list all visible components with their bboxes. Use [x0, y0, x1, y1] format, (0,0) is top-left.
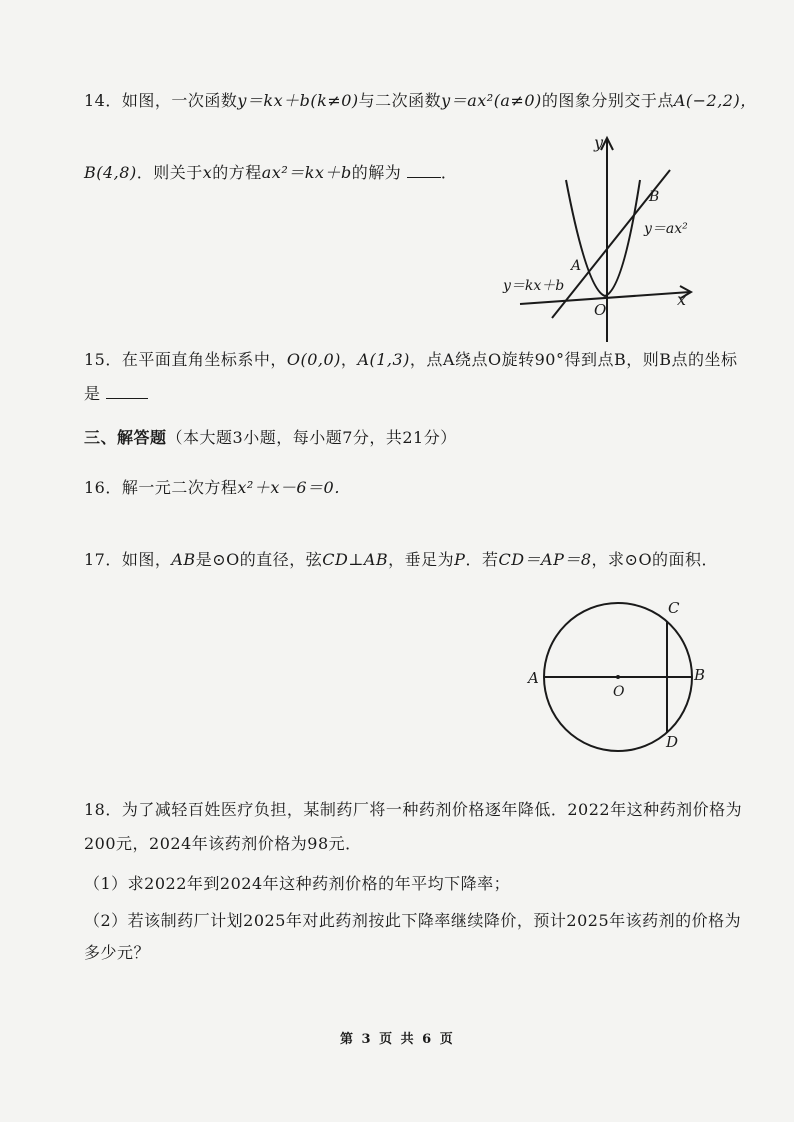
q15-line1-pre: 15．在平面直角坐标系中， — [84, 350, 287, 369]
q17-label-c: C — [668, 599, 680, 617]
q14-point-b: B(4,8) — [84, 163, 137, 182]
q17-mid2: ，垂足为 — [388, 550, 455, 569]
q15-point-o: O(0,0) — [286, 350, 341, 369]
section3-title: 三、解答题 — [84, 428, 167, 447]
page-footer: 第 3 页 共 6 页 — [340, 1032, 455, 1047]
q14-line2-mid2: 的方程 — [212, 163, 262, 182]
q18-line1: 18．为了减轻百姓医疗负担，某制药厂将一种药剂价格逐年降低．2022年这种药剂价格为 — [84, 800, 743, 819]
q16-equation: x²＋x－6＝0． — [237, 478, 351, 497]
q18-line2: 200元，2024年该药剂价格为98元． — [84, 834, 362, 853]
q17-center-dot — [616, 675, 620, 679]
q14-label-line: y＝kx＋b — [503, 278, 565, 294]
q14-label-o: O — [594, 301, 607, 319]
q17-cd-perp: CD⊥AB — [322, 550, 389, 569]
q14-line2-post: 的解为 — [351, 163, 402, 182]
q17-mid1: 是⊙O的直径，弦 — [195, 550, 323, 569]
q14-equation: ax²＝kx＋b — [261, 163, 352, 182]
q16-text: 16．解一元二次方程 — [84, 478, 238, 497]
q14-line1-mid: 与二次函数 — [358, 91, 442, 110]
q14-linear-equation: y＝kx＋b(k≠0) — [237, 91, 359, 110]
q17-post: ，求⊙O的面积． — [591, 550, 719, 569]
q18-part2-line1: （2）若该制药厂计划2025年对此药剂按此下降率继续降价，预计2025年该药剂的价格为 — [84, 911, 742, 930]
q14-var-x: x — [202, 163, 213, 182]
q15-sep: ， — [340, 350, 358, 369]
q17-label-a: A — [528, 669, 539, 687]
q18-part2-line2: 多少元？ — [84, 943, 151, 962]
q14-line1-post: 的图象分别交于点 — [541, 91, 674, 110]
q14-point-a: A(−2,2)， — [673, 91, 757, 110]
q14-label-x: x — [677, 290, 687, 309]
q17-ab: AB — [171, 550, 196, 569]
q14-label-y: y — [594, 133, 604, 152]
q15-point-a: A(1,3) — [357, 350, 410, 369]
q15-line2-text: 是 — [84, 384, 101, 403]
q17-mid3: ．若 — [465, 550, 499, 569]
q17-label-d: D — [666, 733, 679, 751]
q14-label-b: B — [649, 189, 660, 205]
q14-line1-pre: 14．如图，一次函数 — [84, 91, 238, 110]
q14-quadratic-equation: y＝ax²(a≠0) — [441, 91, 542, 110]
q17-p: P — [454, 550, 466, 569]
q17-label-o: O — [613, 684, 625, 700]
q18-part1: （1）求2022年到2024年这种药剂价格的年平均下降率； — [84, 874, 511, 893]
q17-condition: CD＝AP＝8 — [498, 550, 592, 569]
q14-line2-end: ． — [440, 163, 458, 182]
q14-line2-mid: ．则关于 — [136, 163, 203, 182]
q17-label-b: B — [694, 666, 706, 684]
q17-pre: 17．如图， — [84, 550, 172, 569]
q14-label-parabola: y＝ax² — [644, 221, 688, 237]
q15-line1-post: ，点A绕点O旋转90°得到点B，则B点的坐标 — [409, 350, 738, 369]
q14-label-a: A — [571, 258, 582, 274]
section3-note: （本大题3小题，每小题7分，共21分） — [166, 428, 457, 447]
